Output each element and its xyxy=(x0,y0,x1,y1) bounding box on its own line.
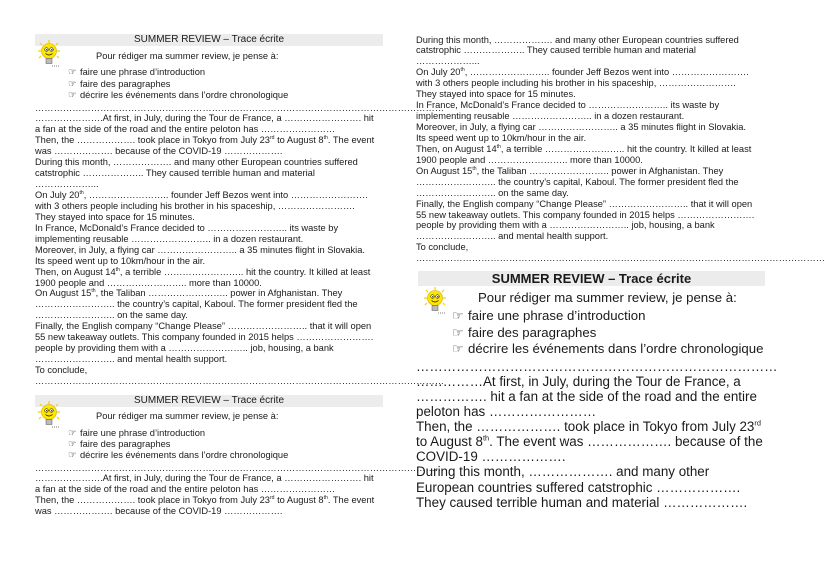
text-segment: On July 20 xyxy=(35,190,80,200)
text-line xyxy=(35,212,387,223)
text-segment: to August 8 xyxy=(416,434,484,450)
pointing-hand-icon: ☞ xyxy=(452,308,464,323)
text-segment: On August 15 xyxy=(35,288,92,299)
text-line xyxy=(416,231,768,242)
text-line xyxy=(416,389,768,404)
text-line xyxy=(416,144,768,155)
text-segment: with 3 others people including his brother in his spaceship, ……………………. xyxy=(416,78,736,89)
worksheet-body xyxy=(35,462,445,518)
text-segment: people by providing them with a …………………….. job, housing, a bank xyxy=(35,343,334,354)
text-line xyxy=(416,480,768,495)
ordinal-suffix: rd xyxy=(269,495,275,502)
text-line xyxy=(35,102,445,114)
worksheet-body xyxy=(35,102,445,387)
intro-text: Pour rédiger ma summer review, je pense à: xyxy=(478,290,737,305)
text-segment: COVID-19 ………………. xyxy=(416,449,566,465)
lightbulb-icon xyxy=(424,287,446,320)
text-segment: , …………………….. founder Jeff Bezos went into ……………………. xyxy=(464,67,749,78)
text-segment: They stayed into space for 15 minutes. xyxy=(416,89,576,100)
text-line xyxy=(416,78,768,89)
text-line xyxy=(35,484,387,495)
worksheet-header: SUMMER REVIEW – Trace écrite xyxy=(418,271,765,286)
text-segment: , …………………….. founder Jeff Bezos went into ……………………. xyxy=(83,190,368,200)
text-segment: with 3 others people including his brother in his spaceship, ……………………. xyxy=(35,200,355,211)
text-segment: They stayed into space for 15 minutes. xyxy=(35,211,195,222)
pointing-hand-icon: ☞ xyxy=(68,450,77,460)
text-line xyxy=(35,321,387,332)
checklist-item xyxy=(452,341,763,358)
text-line xyxy=(35,506,387,517)
checklist-item xyxy=(68,67,288,79)
text-line xyxy=(416,133,768,144)
pointing-hand-icon: ☞ xyxy=(68,90,77,100)
checklist xyxy=(68,428,288,461)
text-line xyxy=(35,343,387,354)
text-segment: . The event xyxy=(327,495,375,506)
checklist-item xyxy=(68,90,288,102)
ordinal-suffix: th xyxy=(79,189,84,196)
text-segment: They caused terrible human and material ………………. xyxy=(416,494,748,510)
text-line xyxy=(416,464,768,479)
text-line xyxy=(416,56,768,67)
text-line xyxy=(35,223,387,234)
text-line xyxy=(416,210,768,221)
text-line xyxy=(416,122,768,133)
ordinal-suffix: th xyxy=(496,143,501,150)
text-segment: was ………………. because of the COVID-19 ………………. xyxy=(35,146,283,157)
text-line xyxy=(35,256,387,267)
text-line xyxy=(416,67,768,78)
text-segment: catstrophic ……………….. They caused terrible human and material xyxy=(416,45,696,56)
lightbulb-icon xyxy=(38,40,60,73)
text-line xyxy=(416,358,778,374)
text-segment: ………………….At first, in July, during the Tour de France, a ……………………. hit xyxy=(35,473,374,484)
text-line xyxy=(416,253,825,264)
lightbulb-icon xyxy=(38,401,60,434)
text-segment: peloton has …………………… xyxy=(416,403,597,419)
text-segment: , the Taliban …………………….. power in Afghanistan. They xyxy=(476,165,724,176)
text-line xyxy=(416,419,768,434)
worksheet-header: SUMMER REVIEW – Trace écrite xyxy=(35,34,383,46)
text-line xyxy=(35,310,387,321)
ordinal-suffix: th xyxy=(323,495,328,502)
text-segment: Then, on August 14 xyxy=(35,266,116,277)
text-line xyxy=(35,201,387,212)
text-line xyxy=(416,220,768,231)
text-segment: , the Taliban …………………….. power in Afghanistan. They xyxy=(95,288,343,299)
pointing-hand-icon: ☞ xyxy=(68,428,77,438)
text-segment: 55 new takeaway outlets. This company founded in 2015 helps ……………………. xyxy=(416,209,755,220)
text-segment: …………………………………………………………………………………………………………………… xyxy=(35,102,445,113)
text-segment: ………………... xyxy=(35,179,99,190)
text-line xyxy=(35,113,387,124)
ordinal-suffix: th xyxy=(472,165,477,172)
checklist-item-text: faire une phrase d’introduction xyxy=(468,308,646,323)
intro-text: Pour rédiger ma summer review, je pense à: xyxy=(96,51,279,61)
text-segment: European countries suffered catstrophic ………………. xyxy=(416,479,741,495)
text-line xyxy=(35,278,387,289)
text-line xyxy=(35,190,387,201)
text-segment: Moreover, in July, a flying car …………………….. a 35 minutes flight in Slovakia. xyxy=(35,244,365,255)
text-segment: …………………….. on the same day. xyxy=(416,187,569,198)
worksheet-body-continued xyxy=(416,34,825,265)
text-line xyxy=(35,267,387,278)
pointing-hand-icon: ☞ xyxy=(68,439,77,449)
text-line xyxy=(416,199,768,210)
checklist-item xyxy=(452,325,763,342)
text-segment: On August 15 xyxy=(416,165,473,176)
text-line xyxy=(416,177,768,188)
text-segment: , a terrible …………………….. hit the country. It killed at least xyxy=(119,266,371,277)
text-segment: Its speed went up to 10km/hour in the air. xyxy=(35,255,206,266)
checklist-item-text: décrire les événements dans l’ordre chronologique xyxy=(80,90,289,100)
checklist-item xyxy=(68,79,288,91)
text-segment: During this month, ………………. and many other European countries suffered xyxy=(35,157,358,168)
text-line xyxy=(416,374,768,389)
checklist-item-text: faire des paragraphes xyxy=(80,78,171,89)
text-line xyxy=(416,100,768,111)
checklist-item xyxy=(68,450,288,461)
text-segment: During this month, ………………. and many other European countries suffered xyxy=(416,34,739,45)
ordinal-suffix: th xyxy=(483,433,490,443)
text-segment: In France, McDonald’s France decided to …………………….. its waste by xyxy=(416,100,720,111)
text-line xyxy=(416,449,768,464)
text-line xyxy=(35,288,387,299)
pointing-hand-icon: ☞ xyxy=(68,67,77,77)
text-line xyxy=(416,404,768,419)
text-segment: ………………….At first, in July, during the Tour de France, a ……………………. hit xyxy=(35,113,374,124)
text-segment: implementing reusable …………………….. in a dozen restaurant. xyxy=(35,233,304,244)
text-line xyxy=(416,495,768,510)
text-line xyxy=(35,245,387,256)
worksheet-header: SUMMER REVIEW – Trace écrite xyxy=(35,395,383,407)
checklist-item-text: faire une phrase d’introduction xyxy=(80,428,206,438)
text-segment: . The event xyxy=(327,135,375,146)
text-line xyxy=(35,124,387,135)
text-segment: During this month, ………………. and many other xyxy=(416,464,710,480)
text-segment: a fan at the side of the road and the entire peloton has …………………… xyxy=(35,484,336,495)
text-segment: Finally, the English company “Change Please” …………………….. that it will open xyxy=(416,198,753,209)
text-line xyxy=(35,157,387,168)
text-segment: 1900 people and …………………….. more than 10000. xyxy=(35,277,262,288)
text-line xyxy=(35,168,387,179)
ordinal-suffix: th xyxy=(460,67,465,74)
pointing-hand-icon: ☞ xyxy=(452,341,464,356)
checklist-item-text: décrire les événements dans l’ordre chronologique xyxy=(468,341,764,356)
text-segment: …………………….. and mental health support. xyxy=(35,354,228,365)
checklist-item xyxy=(452,308,763,325)
text-line xyxy=(35,495,387,506)
text-segment: 55 new takeaway outlets. This company founded in 2015 helps ……………………. xyxy=(35,332,374,343)
text-line xyxy=(416,188,768,199)
text-segment: was ………………. because of the COVID-19 ………………. xyxy=(35,506,283,517)
pointing-hand-icon: ☞ xyxy=(68,78,77,89)
text-segment: Then, the ………………. took place in Tokyo from July 23 xyxy=(35,495,270,506)
worksheet-body-large xyxy=(416,358,778,510)
text-segment: implementing reusable …………………….. in a dozen restaurant. xyxy=(416,111,685,122)
ordinal-suffix: th xyxy=(323,135,328,142)
text-segment: , a terrible …………………….. hit the country. It killed at least xyxy=(500,143,752,154)
checklist-item-text: faire des paragraphes xyxy=(468,324,597,340)
text-segment: …………………….. on the same day. xyxy=(35,310,188,321)
text-segment: Then, the ………………. took place in Tokyo from July 23 xyxy=(416,419,755,435)
checklist xyxy=(68,67,288,102)
text-segment: . The event was ………………. because of the xyxy=(489,434,763,450)
checklist-item-text: décrire les événements dans l’ordre chronologique xyxy=(80,450,289,460)
intro-text: Pour rédiger ma summer review, je pense à: xyxy=(96,411,279,421)
text-line xyxy=(35,135,387,146)
checklist-item xyxy=(68,428,288,439)
text-segment: 1900 people and …………………….. more than 10000. xyxy=(416,154,643,165)
ordinal-suffix: rd xyxy=(269,135,275,142)
checklist xyxy=(452,308,763,358)
pointing-hand-icon: ☞ xyxy=(452,324,464,340)
text-segment: …………………….. the country’s capital, Kaboul. The former president fled the xyxy=(416,176,739,187)
text-segment: ……………. hit a fan at the side of the road and the entire xyxy=(416,388,757,404)
text-segment: …………………….. the country’s capital, Kaboul. The former president fled the xyxy=(35,299,358,310)
checklist-item xyxy=(68,439,288,450)
text-segment: To conclude, xyxy=(35,365,88,375)
text-line xyxy=(416,434,768,449)
text-segment: …………………………………………………………………………………………………………………… xyxy=(35,462,445,473)
text-segment: Finally, the English company “Change Please” …………………….. that it will open xyxy=(35,321,372,332)
text-segment: catstrophic ……………….. They caused terrible human and material xyxy=(35,168,315,179)
text-line xyxy=(35,473,387,484)
text-line xyxy=(416,155,768,166)
text-segment: Then, on August 14 xyxy=(416,143,497,154)
text-segment: a fan at the side of the road and the entire peloton has …………………… xyxy=(35,124,336,135)
text-line xyxy=(35,179,387,190)
text-segment: Its speed went up to 10km/hour in the air. xyxy=(416,132,587,143)
text-segment: …………………………………………………………………………………………………………………… xyxy=(35,375,445,386)
text-segment: to August 8 xyxy=(274,495,324,506)
text-line xyxy=(416,45,768,56)
text-segment: ………………... xyxy=(416,56,480,67)
text-line xyxy=(35,365,387,376)
text-segment: …………………………………………………………………………………………………………………… xyxy=(416,253,825,264)
text-line xyxy=(416,242,768,253)
text-segment: To conclude, xyxy=(416,242,469,253)
text-segment: On July 20 xyxy=(416,67,461,78)
text-segment: ……………………………………………………………………… xyxy=(416,358,778,374)
text-line xyxy=(35,462,445,474)
text-line xyxy=(35,375,445,387)
text-line xyxy=(35,354,387,365)
text-segment: people by providing them with a …………………….. job, housing, a bank xyxy=(416,220,715,231)
text-segment: Then, the ………………. took place in Tokyo from July 23 xyxy=(35,135,270,146)
text-line xyxy=(416,111,768,122)
ordinal-suffix: rd xyxy=(754,418,761,428)
ordinal-suffix: th xyxy=(115,266,120,273)
checklist-item-text: faire une phrase d’introduction xyxy=(80,67,206,77)
text-segment: In France, McDonald’s France decided to …………………….. its waste by xyxy=(35,222,339,233)
checklist-item-text: faire des paragraphes xyxy=(80,439,171,449)
text-line xyxy=(416,166,768,177)
text-line xyxy=(416,35,768,46)
text-segment: ……………At first, in July, during the Tour de France, a xyxy=(416,373,741,389)
text-segment: …………………….. and mental health support. xyxy=(416,231,609,242)
text-segment: Moreover, in July, a flying car …………………….. a 35 minutes flight in Slovakia. xyxy=(416,122,746,132)
text-line xyxy=(35,332,387,343)
text-line xyxy=(416,89,768,100)
text-line xyxy=(35,234,387,245)
text-segment: to August 8 xyxy=(274,135,324,146)
ordinal-suffix: th xyxy=(91,288,96,295)
text-line xyxy=(35,299,387,310)
text-line xyxy=(35,146,387,157)
